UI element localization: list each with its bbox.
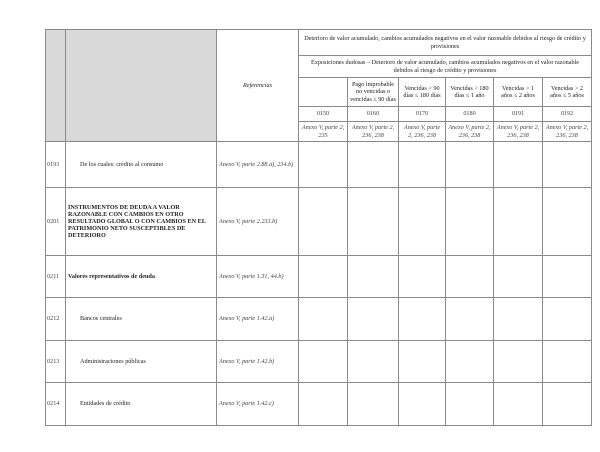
table-row	[46, 341, 592, 383]
value-cell	[348, 298, 399, 341]
value-cell	[543, 188, 592, 256]
column-ref-0160: Anexo V, parte 2, 236, 238	[348, 122, 399, 142]
column-label-0150	[299, 78, 348, 107]
value-cell	[399, 188, 446, 256]
column-ref-0150: Anexo V, parte 2, 235	[299, 122, 348, 142]
value-cell	[299, 298, 348, 341]
subgroup-header: Exposiciones dudosas – Deterioro de valor acumulado, cambios acumulados negativos en el valor razonable debidos al riesgo de crédito y provisiones	[299, 56, 592, 78]
disclosure-table	[45, 29, 592, 426]
column-code-0180: 0180	[446, 107, 494, 122]
column-ref-0192: Anexo V, parte 2, 236, 238	[543, 122, 592, 142]
row-reference: Anexo V, parte 1.42.b)	[217, 341, 299, 383]
row-reference: Anexo V, parte 1.31, 44.b)	[217, 256, 299, 298]
value-cell	[348, 383, 399, 426]
column-code-0150: 0150	[299, 107, 348, 122]
table-row	[46, 142, 592, 188]
column-ref-0180: Anexo V, parte 2, 236, 238	[446, 122, 494, 142]
column-ref-0170: Anexo V, parte 2, 236, 238	[399, 122, 446, 142]
column-label-0191: Vencidas > 1 años ≤ 2 años	[494, 78, 543, 107]
column-code-0192: 0192	[543, 107, 592, 122]
row-label: Bancos centrales	[66, 298, 217, 341]
value-cell	[543, 142, 592, 188]
row-label: Administraciones públicas	[66, 341, 217, 383]
row-code: 0201	[46, 188, 66, 256]
value-cell	[446, 341, 494, 383]
column-code-0170: 0170	[399, 107, 446, 122]
references-column-header: Referencias	[217, 30, 299, 142]
corner-cell-label	[66, 30, 217, 142]
table-row	[46, 298, 592, 341]
value-cell	[348, 256, 399, 298]
row-code: 0211	[46, 256, 66, 298]
value-cell	[399, 383, 446, 426]
row-reference: Anexo V, parte 1.42.c)	[217, 383, 299, 426]
value-cell	[299, 188, 348, 256]
value-cell	[399, 298, 446, 341]
row-label: INSTRUMENTOS DE DEUDA A VALOR RAZONABLE CON CAMBIOS EN OTRO RESULTADO GLOBAL O CON CAMBIOS EN EL PATRIMONIO NETO SUSCEPTIBLES DE DETERIORO	[66, 188, 217, 256]
group-header: Deterioro de valor acumulado, cambios acumulados negativos en el valor razonable debidos al riesgo de crédito y provisiones	[299, 30, 592, 56]
row-label: De los cuales: crédito al consumo	[66, 142, 217, 188]
value-cell	[446, 142, 494, 188]
row-code: 0213	[46, 341, 66, 383]
value-cell	[494, 341, 543, 383]
value-cell	[494, 142, 543, 188]
value-cell	[348, 188, 399, 256]
row-code: 0214	[46, 383, 66, 426]
table-row	[46, 383, 592, 426]
row-code: 0193	[46, 142, 66, 188]
column-code-0160: 0160	[348, 107, 399, 122]
value-cell	[543, 341, 592, 383]
row-label: Valores representativos de deuda	[66, 256, 217, 298]
table-row	[46, 256, 592, 298]
value-cell	[494, 256, 543, 298]
value-cell	[348, 341, 399, 383]
value-cell	[494, 188, 543, 256]
column-code-0191: 0191	[494, 107, 543, 122]
value-cell	[446, 256, 494, 298]
value-cell	[348, 142, 399, 188]
row-label: Entidades de crédito	[66, 383, 217, 426]
column-ref-0191: Anexo V, parte 2, 236, 238	[494, 122, 543, 142]
value-cell	[399, 142, 446, 188]
value-cell	[299, 256, 348, 298]
value-cell	[494, 298, 543, 341]
value-cell	[446, 298, 494, 341]
row-reference: Anexo V, parte 2.88.a), 234.b)	[217, 142, 299, 188]
value-cell	[299, 383, 348, 426]
column-label-0160: Pago improbable no vencidas o vencidas ≤ 90 días	[348, 78, 399, 107]
value-cell	[543, 383, 592, 426]
column-label-0192: Vencidas > 2 años ≤ 5 años	[543, 78, 592, 107]
value-cell	[399, 256, 446, 298]
value-cell	[299, 142, 348, 188]
value-cell	[543, 298, 592, 341]
column-label-0180: Vencidas > 180 días ≤ 1 año	[446, 78, 494, 107]
value-cell	[446, 188, 494, 256]
table-row	[46, 188, 592, 256]
row-reference: Anexo V, parte 1.42.a)	[217, 298, 299, 341]
value-cell	[399, 341, 446, 383]
value-cell	[543, 256, 592, 298]
row-reference: Anexo V, parte 2.233.b)	[217, 188, 299, 256]
row-code: 0212	[46, 298, 66, 341]
column-label-0170: Vencidas > 90 días ≤ 180 días	[399, 78, 446, 107]
value-cell	[299, 341, 348, 383]
value-cell	[446, 383, 494, 426]
value-cell	[494, 383, 543, 426]
corner-cell-code	[46, 30, 66, 142]
